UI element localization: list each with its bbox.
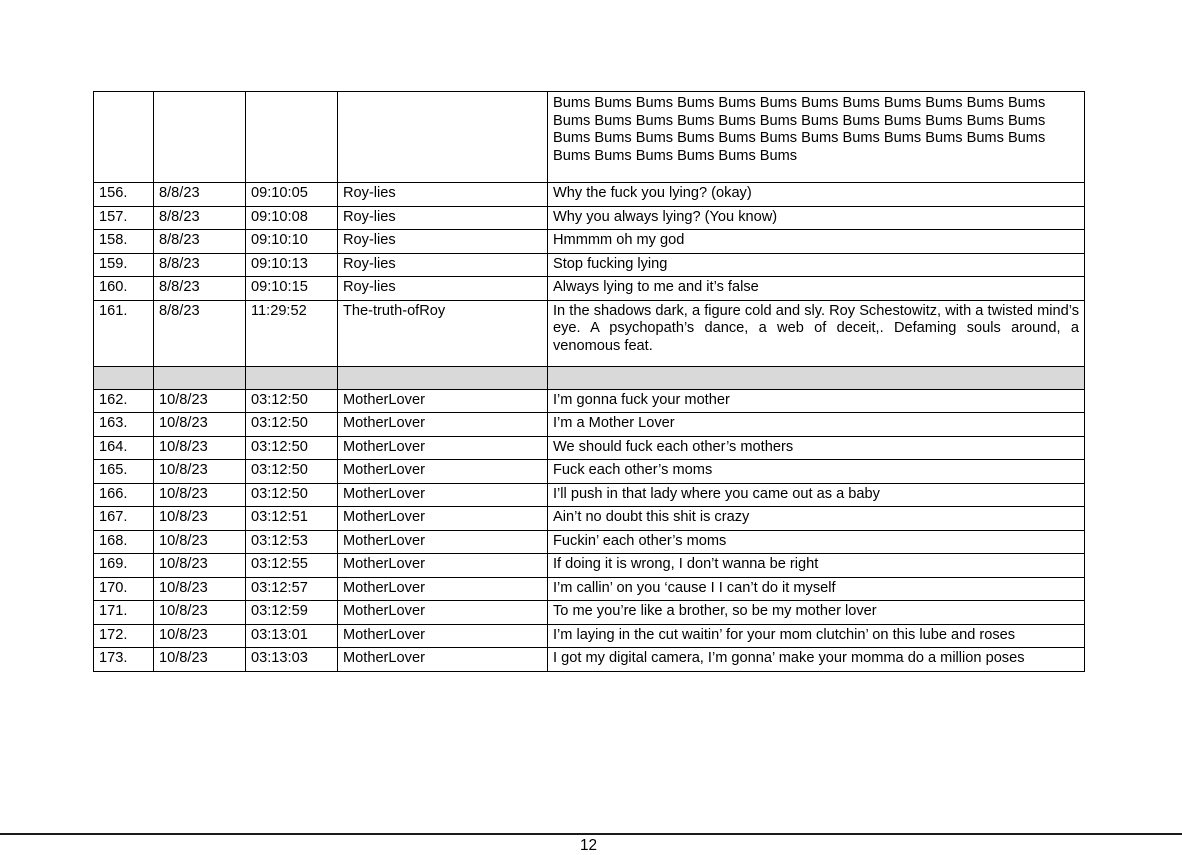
- cell-date: 10/8/23: [154, 389, 246, 413]
- cell-username: MotherLover: [338, 530, 548, 554]
- cell-time: 03:13:03: [246, 648, 338, 672]
- transcript-content: [93, 91, 1084, 854]
- cell-message: Fuckin’ each other’s moms: [548, 530, 1085, 554]
- cell-date: 10/8/23: [154, 601, 246, 625]
- table-row: [94, 277, 1085, 301]
- page-bottom-rule: [0, 833, 1182, 835]
- cell-number: 165.: [94, 460, 154, 484]
- cell-username: MotherLover: [338, 483, 548, 507]
- cell-username: MotherLover: [338, 436, 548, 460]
- cell-message: Always lying to me and it’s false: [548, 277, 1085, 301]
- cell-number: 172.: [94, 624, 154, 648]
- cell-date: 8/8/23: [154, 206, 246, 230]
- cell-number: 156.: [94, 183, 154, 207]
- cell-message: Fuck each other’s moms: [548, 460, 1085, 484]
- cell-username: Roy-lies: [338, 277, 548, 301]
- table-row: [94, 460, 1085, 484]
- table-row: [94, 554, 1085, 578]
- cell-message: Hmmmm oh my god: [548, 230, 1085, 254]
- cell-username: MotherLover: [338, 460, 548, 484]
- cell-username: MotherLover: [338, 554, 548, 578]
- cell-message: I’m a Mother Lover: [548, 413, 1085, 437]
- cell-message: I’m gonna fuck your mother: [548, 389, 1085, 413]
- cell-time: 03:12:50: [246, 483, 338, 507]
- cell-username: MotherLover: [338, 507, 548, 531]
- cell-number: 158.: [94, 230, 154, 254]
- cell-message: Stop fucking lying: [548, 253, 1085, 277]
- table-row: [94, 624, 1085, 648]
- table-row: [94, 206, 1085, 230]
- cell-number: [94, 92, 154, 183]
- cell-message: I’m callin’ on you ‘cause I I can’t do it myself: [548, 577, 1085, 601]
- cell-time: 03:12:57: [246, 577, 338, 601]
- cell-number: 168.: [94, 530, 154, 554]
- cell-number: 159.: [94, 253, 154, 277]
- cell-date: 10/8/23: [154, 554, 246, 578]
- cell-date: 10/8/23: [154, 460, 246, 484]
- cell-number: 162.: [94, 389, 154, 413]
- cell-date: [154, 92, 246, 183]
- cell-date: 8/8/23: [154, 230, 246, 254]
- cell-message: Why you always lying? (You know): [548, 206, 1085, 230]
- cell-message: Bums Bums Bums Bums Bums Bums Bums Bums Bums Bums Bums Bums Bums Bums Bums Bums Bums Bums Bums Bums Bums Bums Bums Bums Bums Bums Bums Bums Bums Bums Bums Bums Bums Bums Bums Bums Bums Bums Bums Bums Bums Bums: [548, 92, 1085, 183]
- cell-date: 10/8/23: [154, 507, 246, 531]
- cell-time: 09:10:13: [246, 253, 338, 277]
- cell-time: [246, 366, 338, 389]
- table-row: [94, 230, 1085, 254]
- cell-time: 03:12:50: [246, 436, 338, 460]
- cell-number: [94, 366, 154, 389]
- cell-time: 03:13:01: [246, 624, 338, 648]
- cell-username: Roy-lies: [338, 230, 548, 254]
- cell-username: MotherLover: [338, 389, 548, 413]
- cell-time: 09:10:05: [246, 183, 338, 207]
- cell-username: Roy-lies: [338, 206, 548, 230]
- table-row: [94, 300, 1085, 366]
- cell-time: 09:10:08: [246, 206, 338, 230]
- table-row: [94, 577, 1085, 601]
- cell-number: 170.: [94, 577, 154, 601]
- cell-date: [154, 366, 246, 389]
- cell-number: 173.: [94, 648, 154, 672]
- transcript-table: [93, 91, 1085, 672]
- table-row: [94, 436, 1085, 460]
- cell-date: 10/8/23: [154, 436, 246, 460]
- cell-message: To me you’re like a brother, so be my mother lover: [548, 601, 1085, 625]
- table-row: [94, 483, 1085, 507]
- cell-message: I got my digital camera, I’m gonna’ make your momma do a million poses: [548, 648, 1085, 672]
- cell-message: We should fuck each other’s mothers: [548, 436, 1085, 460]
- cell-time: 11:29:52: [246, 300, 338, 366]
- table-row: [94, 389, 1085, 413]
- table-row: [94, 413, 1085, 437]
- cell-message: If doing it is wrong, I don’t wanna be right: [548, 554, 1085, 578]
- cell-message: Why the fuck you lying? (okay): [548, 183, 1085, 207]
- cell-number: 166.: [94, 483, 154, 507]
- cell-date: 8/8/23: [154, 300, 246, 366]
- cell-username: MotherLover: [338, 601, 548, 625]
- cell-username: Roy-lies: [338, 183, 548, 207]
- cell-time: 03:12:55: [246, 554, 338, 578]
- cell-message: I’ll push in that lady where you came out as a baby: [548, 483, 1085, 507]
- table-row: [94, 253, 1085, 277]
- cell-number: 163.: [94, 413, 154, 437]
- cell-username: [338, 366, 548, 389]
- cell-time: 03:12:50: [246, 389, 338, 413]
- table-row: [94, 530, 1085, 554]
- cell-username: MotherLover: [338, 413, 548, 437]
- cell-message: [548, 366, 1085, 389]
- cell-date: 10/8/23: [154, 413, 246, 437]
- cell-number: 171.: [94, 601, 154, 625]
- table-row: [94, 601, 1085, 625]
- cell-date: 8/8/23: [154, 253, 246, 277]
- table-row: [94, 507, 1085, 531]
- cell-message: In the shadows dark, a figure cold and sly. Roy Schestowitz, with a twisted mind’s eye. A psychopath’s dance, a web of deceit,. Defaming souls around, a venomous feat.: [548, 300, 1085, 366]
- cell-number: 157.: [94, 206, 154, 230]
- table-row-spillover: [94, 92, 1085, 183]
- cell-date: 10/8/23: [154, 624, 246, 648]
- cell-date: 10/8/23: [154, 483, 246, 507]
- cell-username: [338, 92, 548, 183]
- cell-time: 09:10:10: [246, 230, 338, 254]
- cell-username: Roy-lies: [338, 253, 548, 277]
- table-row-separator: [94, 366, 1085, 389]
- cell-username: MotherLover: [338, 648, 548, 672]
- cell-time: 03:12:50: [246, 413, 338, 437]
- cell-date: 8/8/23: [154, 183, 246, 207]
- cell-username: MotherLover: [338, 624, 548, 648]
- cell-date: 10/8/23: [154, 577, 246, 601]
- cell-date: 10/8/23: [154, 648, 246, 672]
- cell-message: Ain’t no doubt this shit is crazy: [548, 507, 1085, 531]
- cell-number: 160.: [94, 277, 154, 301]
- cell-number: 164.: [94, 436, 154, 460]
- table-row: [94, 183, 1085, 207]
- cell-username: MotherLover: [338, 577, 548, 601]
- cell-message: I’m laying in the cut waitin’ for your mom clutchin’ on this lube and roses: [548, 624, 1085, 648]
- cell-username: The-truth-ofRoy: [338, 300, 548, 366]
- cell-time: 09:10:15: [246, 277, 338, 301]
- cell-time: 03:12:53: [246, 530, 338, 554]
- cell-time: 03:12:59: [246, 601, 338, 625]
- cell-time: 03:12:51: [246, 507, 338, 531]
- cell-number: 167.: [94, 507, 154, 531]
- cell-date: 8/8/23: [154, 277, 246, 301]
- transcript-table-body: [94, 92, 1085, 672]
- cell-date: 10/8/23: [154, 530, 246, 554]
- page-number: 12: [579, 837, 598, 854]
- cell-time: 03:12:50: [246, 460, 338, 484]
- table-row: [94, 648, 1085, 672]
- cell-number: 161.: [94, 300, 154, 366]
- cell-number: 169.: [94, 554, 154, 578]
- cell-time: [246, 92, 338, 183]
